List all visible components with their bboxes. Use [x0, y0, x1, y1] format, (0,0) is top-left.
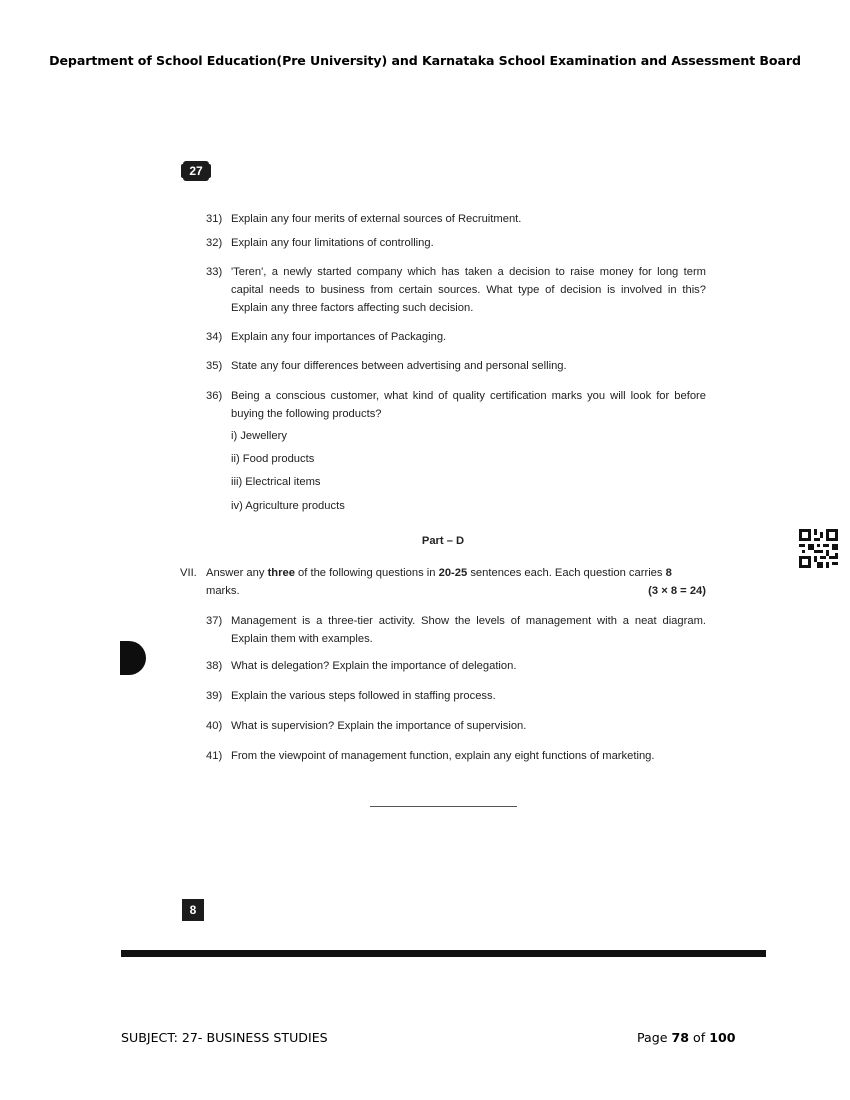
question-text: State any four differences between advertising and personal selling.: [231, 360, 567, 372]
question-number: 41): [206, 750, 223, 762]
question-38: [206, 657, 706, 675]
question-number: 36): [206, 390, 223, 402]
question-40: [206, 717, 706, 735]
footer-divider: [121, 950, 766, 957]
question-number: 38): [206, 660, 223, 672]
question-34: [206, 328, 706, 346]
question-32: [206, 234, 706, 252]
question-text: Explain the various steps followed in staffing process.: [231, 690, 496, 702]
question-text: Being a conscious customer, what kind of quality certification marks you will look for before buying the following products?: [231, 390, 706, 420]
question-37: [206, 612, 706, 648]
q36-item-agriculture: iv) Agriculture products: [231, 500, 345, 512]
section-instruction-text: Answer any three of the following questions in 20-25 sentences each. Each question carries 8 marks.: [206, 567, 672, 597]
part-d-heading: Part – D: [421, 535, 465, 547]
question-number: 40): [206, 720, 223, 732]
question-text: Management is a three-tier activity. Show the levels of management with a neat diagram. Explain them with examples.: [231, 615, 706, 645]
question-36: [206, 387, 706, 423]
question-text: 'Teren', a newly started company which has taken a decision to raise money for long term capital needs to business from certain sources. What type of decision is involved in this? Explain any three factors affecting such decision.: [231, 266, 706, 314]
question-text: Explain any four limitations of controlling.: [231, 237, 434, 249]
page-badge-8: 8: [182, 899, 204, 921]
question-number: 39): [206, 690, 223, 702]
footer-subject: SUBJECT: 27- BUSINESS STUDIES: [121, 1030, 328, 1045]
question-number: 37): [206, 615, 223, 627]
question-39: [206, 687, 706, 705]
q36-item-electrical: iii) Electrical items: [231, 476, 321, 488]
question-33: [206, 263, 706, 317]
question-text: From the viewpoint of management function, explain any eight functions of marketing.: [231, 750, 655, 762]
page-badge-27: 27: [183, 161, 209, 181]
end-of-section-divider: [370, 806, 517, 807]
section-d-tab-marker: [120, 641, 146, 675]
question-number: 34): [206, 331, 223, 343]
question-number: 35): [206, 360, 223, 372]
question-number: 33): [206, 266, 223, 278]
question-text: What is delegation? Explain the importance of delegation.: [231, 660, 517, 672]
page-header: Department of School Education(Pre University) and Karnataka School Examination and Assessment Board: [49, 53, 801, 68]
section-vii-instructions: [180, 564, 706, 600]
question-number: 32): [206, 237, 223, 249]
question-text: Explain any four merits of external sources of Recruitment.: [231, 213, 522, 225]
q36-item-jewellery: i) Jewellery: [231, 430, 287, 442]
question-text: Explain any four importances of Packaging.: [231, 331, 447, 343]
question-41: [206, 747, 706, 765]
footer-page-number: Page 78 of 100: [637, 1030, 736, 1045]
question-35: [206, 357, 706, 375]
question-31: [206, 210, 706, 228]
question-number: 31): [206, 213, 223, 225]
section-number: VII.: [180, 567, 197, 579]
qr-code-icon: [799, 529, 838, 568]
section-marks: (3 × 8 = 24): [648, 585, 706, 597]
question-text: What is supervision? Explain the importance of supervision.: [231, 720, 527, 732]
q36-item-food: ii) Food products: [231, 453, 315, 465]
